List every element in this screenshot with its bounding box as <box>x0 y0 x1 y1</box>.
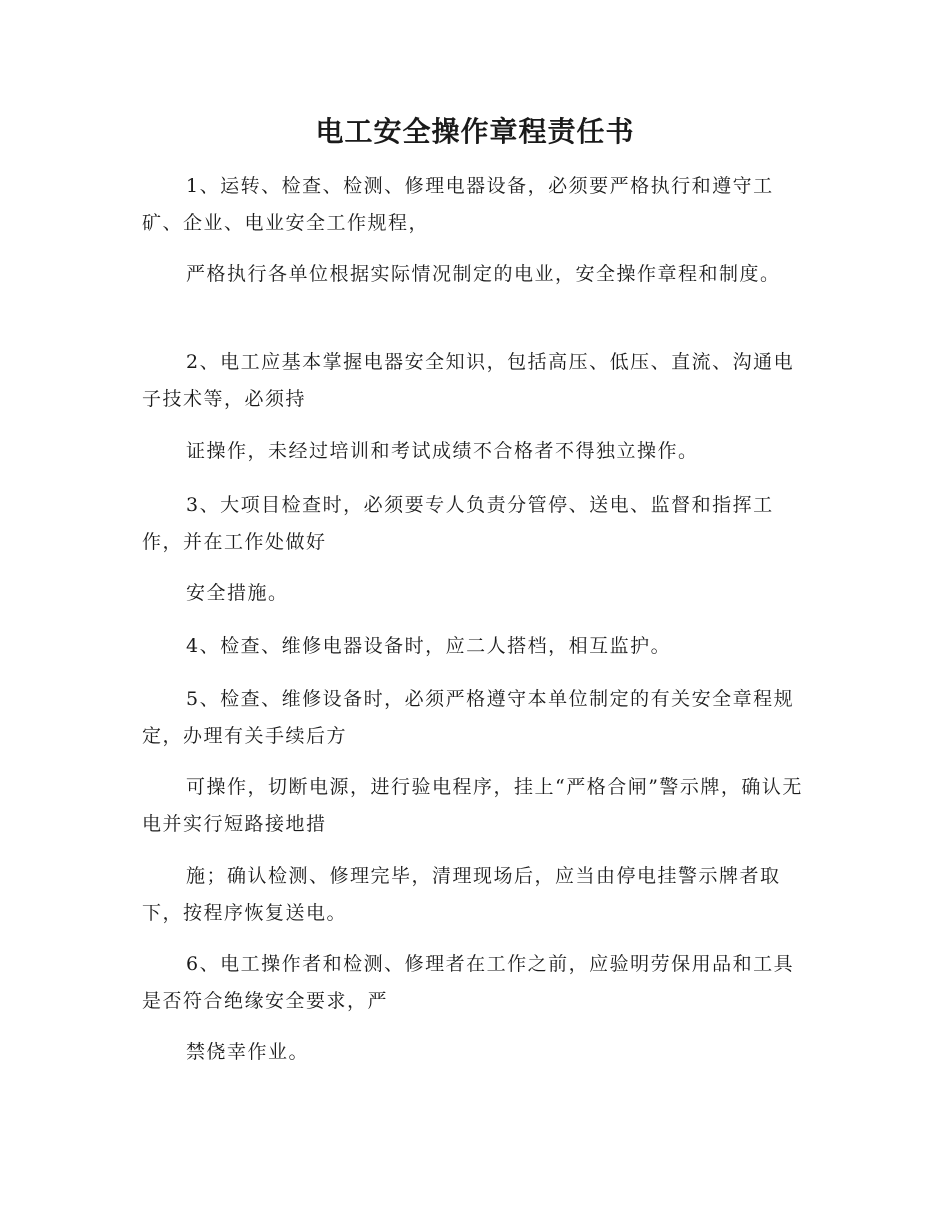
paragraph-4: 证操作，未经过培训和考试成绩不合格者不得独立操作。 <box>186 440 699 462</box>
paragraph-8: 5、检查、维修设备时，必须严格遵守本单位制定的有关安全章程规定，办理有关手续后方 <box>142 688 795 747</box>
paragraph-6: 安全措施。 <box>186 582 289 604</box>
document-title: 电工安全操作章程责任书 <box>315 115 635 148</box>
paragraph-1: 1、运转、检查、检测、修理电器设备，必须要严格执行和遵守工矿、企业、电业安全工作规程， <box>142 175 774 234</box>
paragraph-10: 施；确认检测、修理完毕，清理现场后，应当由停电挂警示牌者取下，按程序恢复送电。 <box>142 865 781 924</box>
paragraph-7: 4、检查、维修电器设备时，应二人搭档，相互监护。 <box>186 635 672 657</box>
paragraph-9: 可操作，切断电源，进行验电程序，挂上“严格合闸”警示牌，确认无电并实行短路接地措 <box>142 776 803 835</box>
paragraph-12: 禁侥幸作业。 <box>186 1041 310 1063</box>
paragraph-5: 3、大项目检查时，必须要专人负责分管停、送电、监督和指挥工作，并在工作处做好 <box>142 494 774 553</box>
paragraph-2: 严格执行各单位根据实际情况制定的电业，安全操作章程和制度。 <box>186 263 781 285</box>
paragraph-11: 6、电工操作者和检测、修理者在工作之前，应验明劳保用品和工具是否符合绝缘安全要求，严 <box>142 953 795 1012</box>
paragraph-3: 2、电工应基本掌握电器安全知识，包括高压、低压、直流、沟通电子技术等，必须持 <box>142 351 795 410</box>
